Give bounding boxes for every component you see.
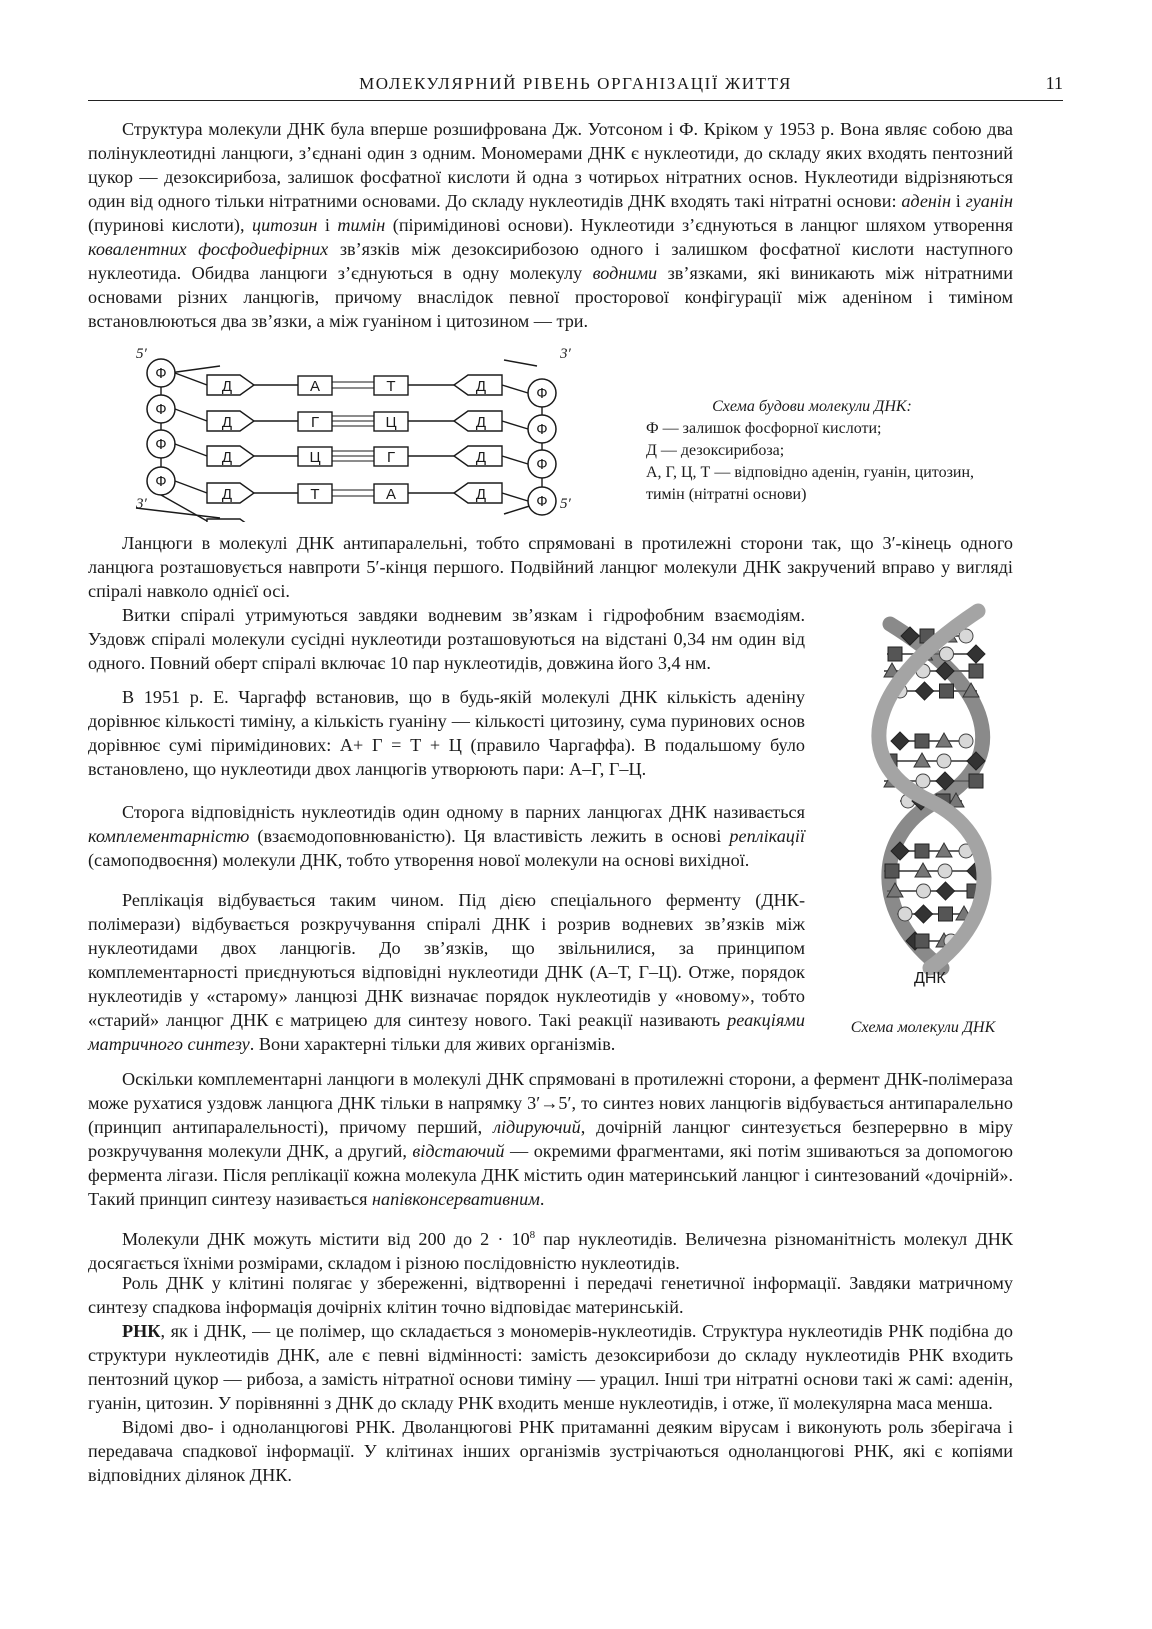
nucleotide-circle <box>898 907 912 921</box>
schema-caption-title: Схема будови молекули ДНК: <box>712 398 912 415</box>
phosphate-label: Ф <box>536 421 548 438</box>
base-label: А <box>385 486 397 503</box>
end-5-top: 5′ <box>136 346 147 362</box>
sugar-label: Д <box>475 486 487 503</box>
paragraph-rna-types: Відомі дво- і одноланцюгові РНК. Дволанцюгові РНК притаманні деяким вірусам і виконують роль зберігача і передавача спадкової інформації. У клітинах інших організмів зустрічаються одноланцюгові РНК, які є копіями відповідних ділянок ДНК. <box>88 1417 1013 1485</box>
sugar-label: Д <box>475 414 487 431</box>
paragraph-replication: Реплікація відбувається таким чином. Під дією спеціального ферменту (ДНК-полімерази) відбувається розкручування спіралі ДНК і розрив водневих зв’язків між нуклеотидами двох ланцюгів. До зв’язків, що звільнилися, за принципом комплементарності приєднуються відповідні нуклеотиди ДНК (А–Т, Г–Ц). Отже, порядок нуклеотидів у «старому» ланцюзі ДНК визначає порядок нуклеотидів у «новому», тобто «старий» ланцюг ДНК є матрицею для синтезу нового. Такі реакції називають реакціями матричного синтезу. Вони характерні тільки для живих організмів. <box>88 890 805 1054</box>
phosphate-sugar-bond <box>175 409 207 421</box>
paragraph-antiparallel-synthesis: Оскільки комплементарні ланцюги в молекулі ДНК спрямовані в протилежні сторони, а фермент ДНК-полімераза може рухатися уздовж ланцюга ДНК тільки в напрямку 3′→5′, то синтез нових ланцюгів відбувається антипаралельно (принцип антипаралельності), причому перший, лідируючий, дочірній ланцюг синтезується безперервно в міру розкручування молекули ДНК, а другий, відстаючий — окремими фрагментами, які потім зшиваються за допомогою фермента лігази. Після реплікації кожна молекула ДНК містить один материнський ланцюг і синтезований «дочірній». Такий принцип синтезу називається напівконсервативним. <box>88 1069 1013 1209</box>
phosphate-label: Ф <box>155 473 167 490</box>
nucleotide-square <box>940 684 954 698</box>
phosphate-sugar-bond <box>175 373 207 385</box>
base-label: Т <box>386 378 396 395</box>
end-3-bottom: 3′ <box>136 496 147 512</box>
paragraph-helix: Витки спіралі утримуються завдяки водневим зв’язкам і гідрофобним взаємодіям. Уздовж спіралі молекули сусідні нуклеотиди розташовуються на відстані 0,34 нм один від одного. Повний оберт спіралі включає 10 пар нуклеотидів, довжина його 3,4 нм. <box>88 605 805 673</box>
paragraph-antiparallel: Ланцюги в молекулі ДНК антипаралельні, тобто спрямовані в протилежні сторони так, що 3′-кінець одного ланцюга розташовується навпроти 5′-кінця першого. Подвійний ланцюг молекули ДНК закручений вправо у вигляді спіралі навколо однієї осі. <box>88 533 1013 601</box>
base-label: Ц <box>385 414 397 431</box>
backbone-bond <box>161 495 207 521</box>
sugar-label: Д <box>221 414 233 431</box>
base-label: Ц <box>309 449 321 466</box>
helix-caption: Схема молекули ДНК <box>850 1019 996 1036</box>
page-number: 11 <box>1045 73 1063 93</box>
sugar-label: Д <box>475 449 487 466</box>
phosphate-sugar-bond <box>502 456 528 464</box>
paragraph-rna: РНК, як і ДНК, — це полімер, що складається з мономерів-нуклеотидів. Структура нуклеотидів РНК подібна до структури нуклеотидів ДНК, але є певні відмінності: замість дезоксирибози до складу нуклеотидів РНК входить пентозний цукор — рибоза, а замість нітратної основи тиміну — урацил. Інші три нітратні основи такі ж самі: аденін, гуанін, цитозин. У порівнянні з ДНК до складу РНК входить менше нуклеотидів, і отже, її молекулярна маса менша. <box>88 1321 1013 1413</box>
phosphate-label: Ф <box>155 365 167 382</box>
nucleotide-square <box>969 774 983 788</box>
nucleotide-circle <box>937 754 951 768</box>
phosphate-label: Ф <box>155 436 167 453</box>
paragraph-dna-structure: Структура молекули ДНК була вперше розшифрована Дж. Уотсоном і Ф. Кріком у 1953 р. Вона являє собою два полінуклеотидні ланцюги, з’єднані один з одним. Мономерами ДНК є нуклеотиди, до складу яких входять пентозний цукор — дезоксирибоза, залишок фосфатної кислоти й одна з чотирьох нітратних основ. Нуклеотиди відрізняються один від одного тільки нітратними основами. До складу нуклеотидів ДНК входять такі нітратні основи: аденін і гуанін (пуринові кислоти), цитозин і тимін (піримідинові основи). Нуклеотиди з’єднуються в ланцюг шляхом утворення ковалентних фосфодиефірних зв’язків між дезоксирибозою одного і залишком фосфатної кислоти наступного нуклеотида. Обидва ланцюги з’єднуються в одну молекулу водними зв’язками, які виникають між нітратними основами різних ланцюгів, причому внаслідок певної просторової конфігурації між аденіном і тиміном встановлюються два зв’язки, а між гуаніном і цитозином — три. <box>88 119 1013 331</box>
base-label: Г <box>310 414 320 431</box>
nucleotide-circle <box>959 734 973 748</box>
phosphate-label: Ф <box>536 493 548 510</box>
phosphate-sugar-bond <box>502 421 528 429</box>
nucleotide-square <box>939 907 953 921</box>
phosphate-sugar-bond <box>502 385 528 393</box>
phosphate-sugar-bond <box>175 481 207 493</box>
schema-caption <box>646 396 978 506</box>
nucleotide-square <box>915 844 929 858</box>
schema-caption-line: А, Г, Ц, Т — відповідно аденін, гуанін, цитозин, тимін (нітратні основи) <box>646 464 975 503</box>
nucleotide-circle <box>916 774 930 788</box>
nucleotide-square <box>885 864 899 878</box>
sugar-shape <box>207 519 254 522</box>
nucleotide-diamond <box>916 682 934 700</box>
nucleotide-diamond <box>937 882 955 900</box>
base-label: А <box>309 378 321 395</box>
nucleotide-circle <box>938 864 952 878</box>
nucleotide-diamond <box>967 645 985 663</box>
running-title: МОЛЕКУЛЯРНИЙ РІВЕНЬ ОРГАНІЗАЦІЇ ЖИТТЯ <box>359 74 792 93</box>
nucleotide-circle <box>917 884 931 898</box>
nucleotide-square <box>969 664 983 678</box>
paragraph-chargaff: В 1951 р. Е. Чаргафф встановив, що в будь-якій молекулі ДНК кількість аденіну дорівнює кількості тиміну, а кількість гуаніну — кількості цитозину, сума пуринових основ дорівнює сумі піримідинових: А+ Г = Т + Ц (правило Чаргаффа). В подальшому було встановлено, що нуклеотиди двох ланцюгів утворюють пари: А–Г, Г–Ц. <box>88 687 805 779</box>
sugar-label: Д <box>221 449 233 466</box>
phosphate-label: Ф <box>536 456 548 473</box>
dna-structure-diagram <box>132 344 592 522</box>
helix-label: ДНК <box>914 970 946 987</box>
schema-caption-line: Д — дезоксирибоза; <box>646 442 785 459</box>
phosphate-label: Ф <box>536 385 548 402</box>
sugar-label: Д <box>221 486 233 503</box>
phosphate-sugar-bond <box>502 493 528 501</box>
sugar-label: Д <box>221 378 233 395</box>
sugar-label: Д <box>475 378 487 395</box>
nucleotide-diamond <box>915 905 933 923</box>
base-label: Т <box>310 486 320 503</box>
paragraph-complementarity: Сторога відповідність нуклеотидів один одному в парних ланцюгах ДНК називається комплементарністю (взаємодоповнюваністю). Ця властивість лежить в основі реплікації (самоподвоєння) молекули ДНК, тобто утворення нової молекули на основі вихідної. <box>88 802 805 870</box>
dna-helix-figure <box>832 596 1022 996</box>
nucleotide-square <box>888 647 902 661</box>
nucleotide-square <box>915 934 929 948</box>
nucleotide-square <box>915 734 929 748</box>
phosphate-label: Ф <box>155 401 167 418</box>
phosphate-sugar-bond <box>175 444 207 456</box>
schema-caption-line: Ф — залишок фосфорної кислоти; <box>646 420 882 437</box>
nucleotide-diamond <box>891 732 909 750</box>
paragraph-dna-size: Молекули ДНК можуть містити від 200 до $2 \cdot 10^8$ пар нуклеотидів. Величезна різноманітність молекул ДНК досягається їхніми розмірами, складом і різною послідовністю нуклеотидів. <box>88 1229 1013 1274</box>
end-5-bottom: 5′ <box>560 496 571 512</box>
running-header <box>88 66 1063 101</box>
nucleotide-circle <box>940 647 954 661</box>
paragraph-dna-role: Роль ДНК у клітині полягає у збереженні, відтворенні і передачі генетичної інформації. Завдяки матричному синтезу спадкова інформація дочірніх клітин точно відповідає материнській. <box>88 1273 1013 1317</box>
base-label: Г <box>386 449 396 466</box>
end-3-top: 3′ <box>560 346 571 362</box>
